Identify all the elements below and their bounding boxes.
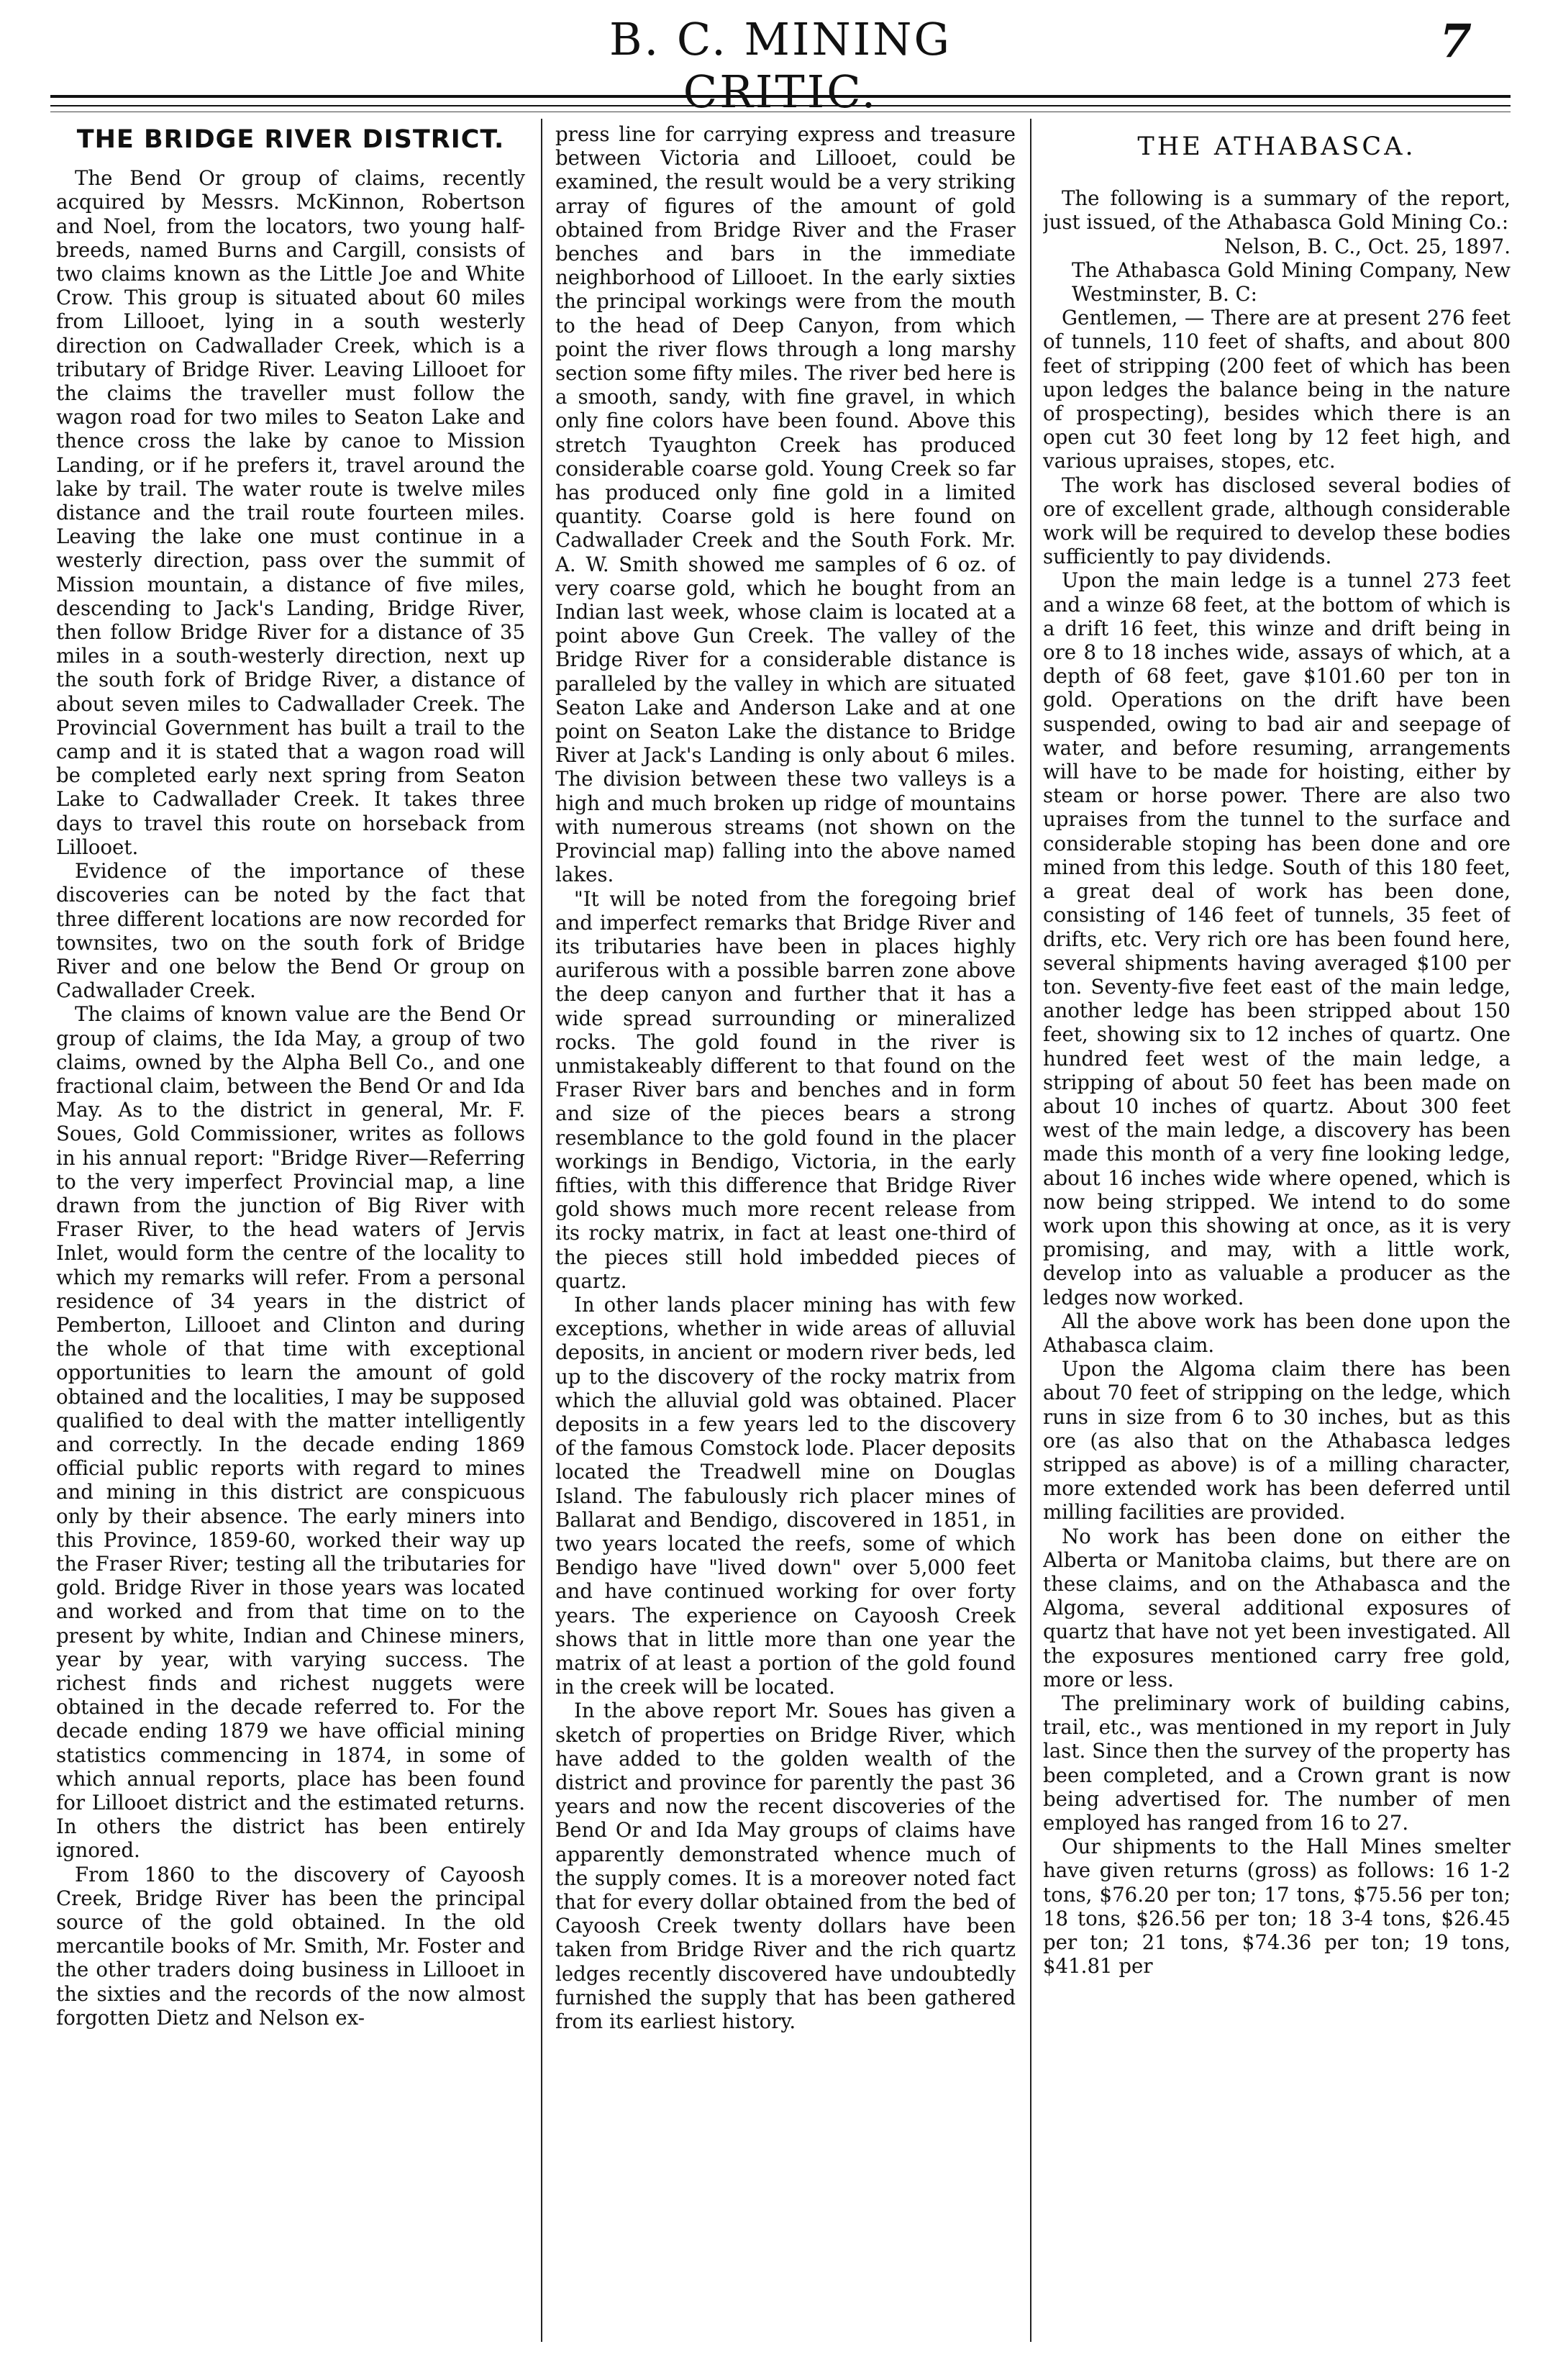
- column-divider: [541, 119, 542, 2342]
- article-paragraph: press line for carrying express and treasure between Victoria and Lillooet, could be examined, the result would be a very striking array of figures of the amount of gold obtained from Bridge River and the Fraser benches and bars in the immediate neighborhood of Lillooet. In the early sixties the principal workings were from the mouth to the head of Deep Canyon, from which point the river flows through a long marshy section some fifty miles. The river bed here is a smooth, sandy, with fine gravel, in which only fine colors have been found. Above this stretch Tyaughton Creek has produced considerable coarse gold. Young Creek so far has produced only fine gold in a limited quantity. Coarse gold is here found on Cadwallader Creek and the South Fork. Mr. A. W. Smith showed me samples of 6 oz. of very coarse gold, which he bought from an Indian last week, whose claim is located at a point above Gun Creek. The valley of the Bridge River for a considerable distance is paralleled by the valley in which are situated Seaton Lake and Anderson Lake and at one point on Seaton Lake the distance to Bridge River at Jack's Landing is only about 6 miles. The division between these two valleys is a high and much broken up ridge of mountains with numerous streams (not shown on the Provincial map) falling into the above named lakes.: [555, 122, 1016, 887]
- column-2: [555, 122, 1016, 2349]
- article-paragraph: In other lands placer mining has with few exceptions, whether in wide areas of alluvial deposits, in ancient or modern river beds, led up to the discovery of the rocky matrix from which the alluvial gold was obtained. Placer deposits in a few years led to the discovery of the famous Comstock lode. Placer deposits located the Treadwell mine on Douglas Island. The fabulously rich placer mines of Ballarat and Bendigo, discovered in 1851, in two years located the reefs, some of which Bendigo have "lived down" over 5,000 feet and have continued working for over forty years. The experience on Cayoosh Creek shows that in little more than one year the matrix of at least a portion of the gold found in the creek will be located.: [555, 1292, 1016, 1699]
- article-paragraph: In the above report Mr. Soues has given a sketch of properties on Bridge River, which have added to the golden wealth of the district and province for parently the past 36 years and now the recent discoveries of the Bend Or and Ida May groups of claims have apparently demonstrated whence much of the supply comes. It is a moreover noted fact that for every dollar obtained from the bed of Cayoosh Creek twenty dollars have been taken from Bridge River and the rich quartz ledges recently discovered have undoubtedly furnished the supply that has been gathered from its earliest history.: [555, 1699, 1016, 2034]
- article-paragraph: No work has been done on either the Alberta or Manitoba claims, but there are on these claims, and on the Athabasca and the Algoma, several additional exposures of quartz that have not yet been investigated. All the exposures mentioned carry free gold, more or less.: [1043, 1524, 1511, 1691]
- article-paragraph: From 1860 to the discovery of Cayoosh Creek, Bridge River has been the principal source of the gold obtained. In the old mercantile books of Mr. Smith, Mr. Foster and the other traders doing business in Lillooet in the sixties and the records of the now almost forgotten Dietz and Nelson ex-: [56, 1862, 525, 2030]
- article-headline: THE BRIDGE RIVER DISTRICT.: [76, 125, 505, 154]
- article-headline: THE ATHABASCA.: [1137, 132, 1416, 161]
- column-divider: [1030, 119, 1031, 2342]
- article-paragraph: The claims of known value are the Bend Or group of claims, the Ida May, a group of two claims, owned by the Alpha Bell Co., and one fractional claim, between the Bend Or and Ida May. As to the district in general, Mr. F. Soues, Gold Commissioner, writes as follows in his annual report: "Bridge River—Referring to the very imperfect Provincial map, a line drawn from the junction of Big River with Fraser River, to the head waters of Jervis Inlet, would form the centre of the locality to which my remarks will refer. From a personal residence of 34 years in the district of Pemberton, Lillooet and Clinton and during the whole of that time with exceptional opportunities to learn the amount of gold obtained and the localities, I may be supposed qualified to deal with the matter intelligently and correctly. In the decade ending 1869 official public reports with regard to mines and mining in this district are conspicuous only by their absence. The early miners into this Province, 1859-60, worked their way up the Fraser River; testing all the tributaries for gold. Bridge River in those years was located and worked and from that time on to the present by white, Indian and Chinese miners, year by year, with varying success. The richest finds and richest nuggets were obtained in the decade referred to. For the decade ending 1879 we have official mining statistics commencing in 1874, in some of which annual reports, place has been found for Lillooet district and the estimated returns. In others the district has been entirely ignored.: [56, 1002, 525, 1863]
- scan-margin: [50, 2342, 1511, 2371]
- column-3: [1043, 122, 1511, 2349]
- masthead: [0, 13, 1558, 118]
- article-paragraph: Upon the main ledge is a tunnel 273 feet and a winze 68 feet, at the bottom of which is a drift 16 feet, this winze and drift being in ore 8 to 18 inches wide, assays of which, at a depth of 68 feet, gave $101.60 per ton in gold. Operations on the drift have been suspended, owing to bad air and seepage of water, and before resuming, arrangements will have to be made for hoisting, either by steam or horse power. There are also two upraises from the tunnel to the surface and considerable stoping has been done and ore mined from this ledge. South of this 180 feet, a great deal of work has been done, consisting of 146 feet of tunnels, 35 feet of drifts, etc. Very rich ore has been found here, several shipments having averaged $100 per ton. Seventy-five feet east of the main ledge, another ledge has been stripped about 150 feet, showing six to 12 inches of quartz. One hundred feet west of the main ledge, a stripping of about 50 feet has been made on about 10 inches of quartz. About 300 feet west of the main ledge, a discovery has been made this month of a very fine looking ledge, about 16 inches wide where opened, which is now being stripped. We intend to do some work upon this showing at once, as it is very promising, and may, with a little work, develop into as valuable a producer as the ledges now worked.: [1043, 568, 1511, 1309]
- letter-salutation: Gentlemen, — There are at present 276 feet of tunnels, 110 feet of shafts, and about 800 feet of stripping (200 feet of which has been upon ledges the balance being in the nature of prospecting), besides which there is an open cut 30 feet long by 12 feet high, and various upraises, stopes, etc.: [1043, 306, 1511, 473]
- article-paragraph: The Bend Or group of claims, recently acquired by Messrs. McKinnon, Robertson and Noel, from the locators, two young half-breeds, named Burns and Cargill, consists of two claims known as the Little Joe and White Crow. This group is situated about 60 miles from Lillooet, lying in a south westerly direction on Cadwallader Creek, which is a tributary of Bridge River. Leaving Lillooet for the claims the traveller must follow the wagon road for two miles to Seaton Lake and thence cross the lake by canoe to Mission Landing, or if he prefers it, travel around the lake by trail. The water route is twelve miles distance and the trail route fourteen miles. Leaving the lake one must continue in a westerly direction, pass over the summit of Mission mountain, a distance of five miles, descending to Jack's Landing, Bridge River, then follow Bridge River for a distance of 35 miles in a south-westerly direction, next up the south fork of Bridge River, a distance of about seven miles to Cadwallader Creek. The Provincial Government has built a trail to the camp and it is stated that a wagon road will be completed early next spring from Seaton Lake to Cadwallader Creek. It takes three days to travel this route on horseback from Lillooet.: [56, 166, 525, 859]
- newspaper-title: B. C. MINING CRITIC.: [609, 13, 952, 118]
- article-paragraph: Upon the Algoma claim there has been about 70 feet of stripping on the ledge, which runs in size from 6 to 30 inches, but as this ore (as also that on the Athabasca ledges stripped as above) is of a milling character, more extended work has been deferred until milling facilities are provided.: [1043, 1357, 1511, 1525]
- column-1: [56, 122, 525, 2349]
- letter-dateline: Nelson, B. C., Oct. 25, 1897.: [1224, 234, 1511, 258]
- article-paragraph: Evidence of the importance of these discoveries can be noted by the fact that three different locations are now recorded for townsites, two on the south fork of Bridge River and one below the Bend Or group on Cadwallader Creek.: [56, 859, 525, 1003]
- article-paragraph: All the above work has been done upon the Athabasca claim.: [1043, 1309, 1511, 1357]
- article-paragraph: "It will be noted from the foregoing brief and imperfect remarks that Bridge River and its tributaries have been in places highly auriferous with a possible barren zone above the deep canyon and further that it has a wide spread surrounding or mineralized rocks. The gold found in the river is unmistakeably different to that found on the Fraser River bars and benches and in form and size of the pieces bears a strong resemblance to the gold found in the placer workings in Bendigo, Victoria, in the early fifties, with this difference that Bridge River gold shows much more recent release from its rocky matrix, in fact at least one-third of the pieces still hold imbedded pieces of quartz.: [555, 886, 1016, 1293]
- article-intro: The following is a summary of the report, just issued, of the Athabasca Gold Mining Co.:: [1043, 186, 1511, 235]
- article-paragraph: The work has disclosed several bodies of ore of excellent grade, although considerable work will be required to develop these bodies sufficiently to pay dividends.: [1043, 473, 1511, 569]
- page-number: 7: [1439, 14, 1472, 68]
- article-paragraph: Our shipments to the Hall Mines smelter have given returns (gross) as follows: 16 1-2 tons, $76.20 per ton; 17 tons, $75.56 per ton; 18 tons, $26.56 per ton; 18 3-4 tons, $26.45 per ton; 21 tons, $74.36 per ton; 19 tons, $41.81 per: [1043, 1835, 1511, 1979]
- article-paragraph: The preliminary work of building cabins, trail, etc., was mentioned in my report in July last. Since then the survey of the property has been completed, and a Crown grant is now being advertised for. The number of men employed has ranged from 16 to 27.: [1043, 1691, 1511, 1835]
- masthead-rule: [50, 95, 1511, 98]
- letter-addressee: The Athabasca Gold Mining Company, New Westminster, B. C:: [1072, 258, 1511, 306]
- masthead-rule: [50, 105, 1511, 106]
